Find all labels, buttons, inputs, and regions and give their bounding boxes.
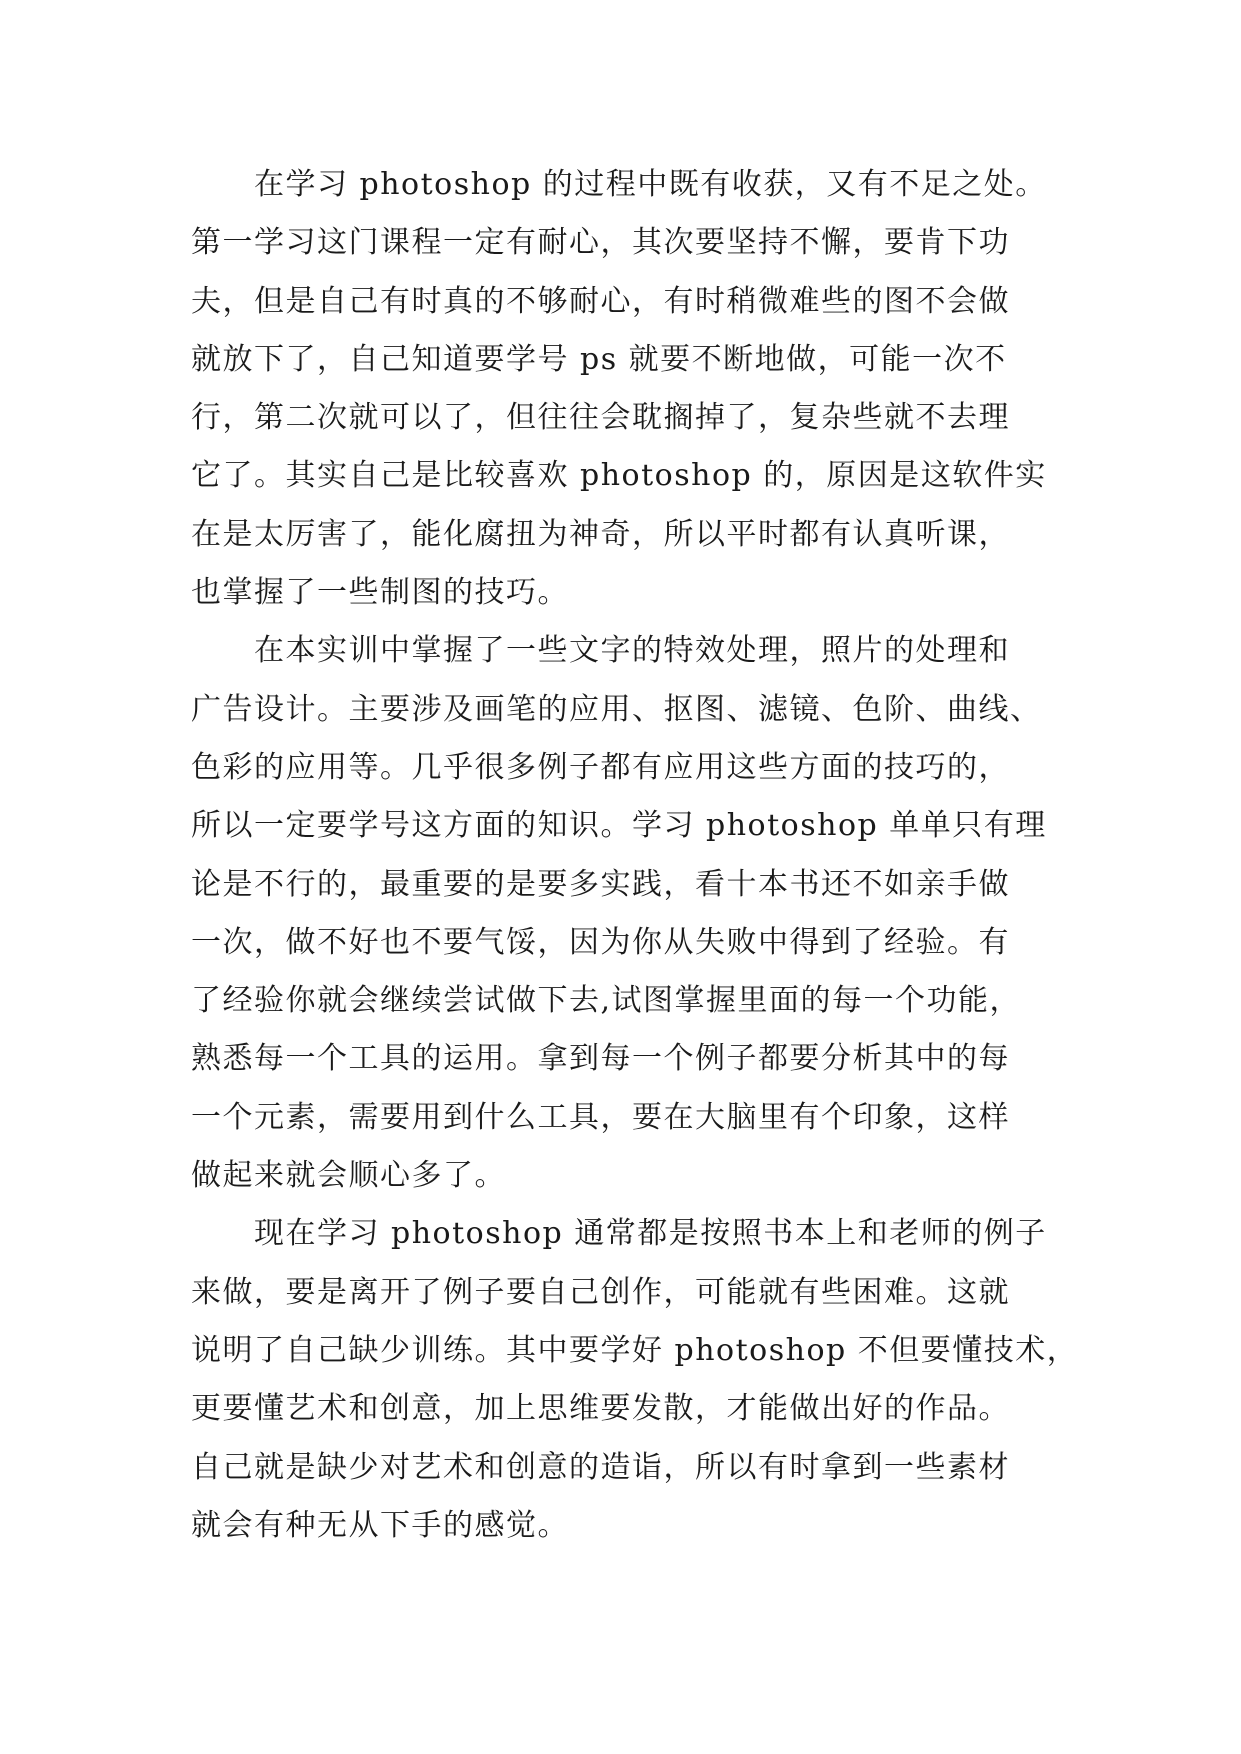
paragraph-line: 来做，要是离开了例子要自己创作，可能就有些困难。这就 [191, 1274, 1010, 1310]
paragraph-line: 了经验你就会继续尝试做下去,试图掌握里面的每一个功能， [191, 983, 1022, 1019]
paragraph-line: 就会有种无从下手的感觉。 [191, 1507, 569, 1543]
paragraph-line: 现在学习 photoshop 通常都是按照书本上和老师的例子 [254, 1216, 1047, 1252]
paragraph-line: 更要懂艺术和创意，加上思维要发散，才能做出好的作品。 [191, 1391, 1010, 1427]
paragraph-line: 广告设计。主要涉及画笔的应用、抠图、滤镜、色阶、曲线、 [191, 691, 1042, 727]
paragraph-3 [191, 1205, 1079, 1555]
paragraph-line: 在学习 photoshop 的过程中既有收获，又有不足之处。 [254, 167, 1047, 202]
paragraph-line: 说明了自己缺少训练。其中要学好 photoshop 不但要懂技术， [191, 1332, 1079, 1368]
paragraph-line: 也掌握了一些制图的技巧。 [191, 575, 569, 611]
document-body [191, 156, 1079, 1555]
paragraph-line: 行，第二次就可以了，但往往会耽搁掉了，复杂些就不去理 [191, 400, 1010, 436]
paragraph-line: 就放下了，自己知道要学号 ps 就要不断地做，可能一次不 [191, 341, 1007, 377]
paragraph-line: 第一学习这门课程一定有耐心，其次要坚持不懈，要肯下功 [191, 225, 1010, 261]
paragraph-line: 一次，做不好也不要气馁，因为你从失败中得到了经验。有 [191, 924, 1010, 960]
paragraph-line: 所以一定要学号这方面的知识。学习 photoshop 单单只有理 [191, 808, 1047, 844]
paragraph-line: 做起来就会顺心多了。 [191, 1158, 506, 1194]
paragraph-line: 色彩的应用等。几乎很多例子都有应用这些方面的技巧的， [191, 749, 1010, 785]
paragraph-line: 自己就是缺少对艺术和创意的造诣，所以有时拿到一些素材 [191, 1449, 1010, 1485]
paragraph-line: 在本实训中掌握了一些文字的特效处理，照片的处理和 [254, 633, 1010, 669]
paragraph-2 [191, 622, 1053, 1205]
paragraph-line: 它了。其实自己是比较喜欢 photoshop 的，原因是这软件实 [191, 458, 1047, 494]
paragraph-line: 在是太厉害了，能化腐扭为神奇，所以平时都有认真听课， [191, 516, 1010, 552]
paragraph-line: 熟悉每一个工具的运用。拿到每一个例子都要分析其中的每 [191, 1041, 1010, 1077]
paragraph-1 [191, 156, 1053, 622]
paragraph-line: 夫，但是自己有时真的不够耐心，有时稍微难些的图不会做 [191, 283, 1010, 319]
paragraph-line: 论是不行的，最重要的是要多实践，看十本书还不如亲手做 [191, 866, 1010, 902]
paragraph-line: 一个元素，需要用到什么工具，要在大脑里有个印象，这样 [191, 1099, 1010, 1135]
